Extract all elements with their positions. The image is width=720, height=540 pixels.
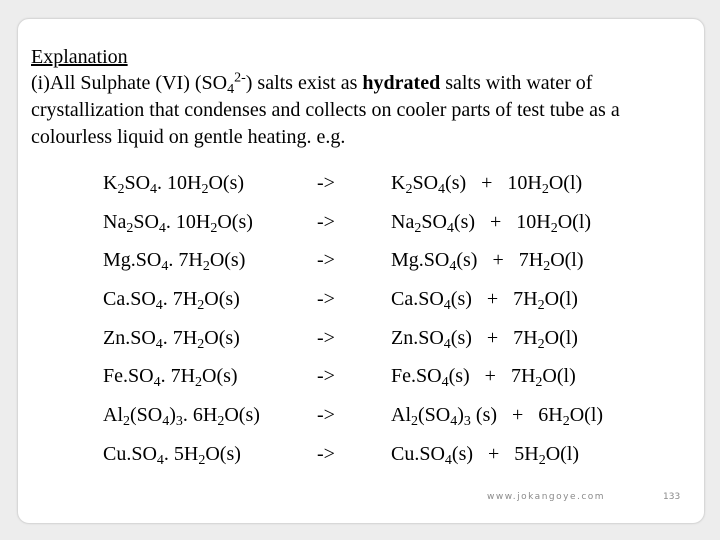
hydrated-salt-formula [103, 241, 317, 280]
products-formula [391, 396, 603, 435]
product-part: 2 [543, 259, 551, 275]
product-part: Ca.SO [391, 287, 444, 310]
products-formula [391, 241, 603, 280]
product-part: O(l) [548, 171, 583, 194]
equations-table [103, 164, 603, 474]
reaction-arrow: -> [317, 365, 335, 388]
page-number: 133 [663, 492, 681, 502]
hydrated-salt-part: 4 [155, 298, 163, 314]
product-part: 4 [438, 182, 446, 198]
hydrated-salt-part: O(s) [224, 403, 260, 426]
hydrated-salt-part: 4 [161, 259, 169, 275]
intro-superscript: 2- [234, 70, 246, 86]
hydrated-salt-part: 4 [150, 182, 158, 198]
hydrated-salt-part: 2 [197, 298, 205, 314]
hydrated-salt-part: . 7H [168, 249, 203, 272]
reaction-arrow: -> [317, 171, 335, 194]
equation-row [103, 241, 603, 280]
product-part: (s) + 5H [451, 442, 539, 465]
hydrated-salt-part: SO [133, 210, 159, 233]
hydrated-salt-part: Na [103, 210, 127, 233]
hydrated-salt-part: 4 [156, 452, 164, 468]
hydrated-salt-formula [103, 396, 317, 435]
product-part: 3 [463, 414, 471, 430]
product-part: 2 [535, 375, 543, 391]
product-part: 2 [411, 414, 418, 430]
product-part: O(l) [569, 403, 604, 426]
product-part: 2 [414, 220, 422, 236]
product-part: 2 [541, 182, 549, 198]
product-part: 2 [562, 414, 570, 430]
product-part: (SO [418, 403, 451, 426]
hydrated-salt-part: O(s) [208, 171, 245, 194]
hydrated-salt-part: 3 [175, 414, 183, 430]
product-part: Al [391, 403, 411, 426]
hydrated-salt-formula [103, 319, 317, 358]
product-part: ) [457, 403, 464, 426]
reaction-arrow: -> [317, 403, 335, 426]
product-part: (s) + 10H [445, 171, 542, 194]
product-part: O(l) [550, 249, 584, 272]
product-part: (s) + 7H [450, 287, 538, 310]
product-part: 4 [446, 220, 454, 236]
equation-row [103, 319, 603, 358]
hydrated-salt-part: O(s) [204, 326, 240, 349]
reaction-arrow: -> [317, 249, 335, 272]
reaction-arrow: -> [317, 287, 335, 310]
hydrated-salt-part: 4 [155, 336, 163, 352]
hydrated-salt-part: 2 [202, 259, 210, 275]
hydrated-salt-part: . 7H [162, 287, 198, 310]
equation-row [103, 396, 603, 435]
hydrated-salt-part: . 7H [162, 326, 198, 349]
hydrated-salt-part: O(s) [209, 249, 246, 272]
product-part: O(l) [544, 287, 578, 310]
intro-text-2: ) salts exist as [245, 72, 363, 94]
hydrated-salt-formula [103, 357, 317, 396]
hydrated-salt-part: K [103, 171, 118, 194]
products-formula [391, 357, 603, 396]
product-part: (s) + 10H [453, 210, 551, 233]
products-formula [391, 164, 603, 203]
hydrated-salt-part: Mg.SO [103, 249, 162, 272]
hydrated-salt-part: Zn.SO [103, 326, 156, 349]
product-part: SO [421, 210, 447, 233]
product-part: 4 [443, 336, 451, 352]
product-part: 4 [444, 452, 452, 468]
product-part: Mg.SO [391, 249, 450, 272]
product-part: 4 [449, 259, 457, 275]
equation-row [103, 280, 603, 319]
hydrated-salt-part: 2 [197, 336, 205, 352]
hydrated-salt-part: SO [124, 171, 151, 194]
product-part: (s) + 7H [450, 326, 538, 349]
hydrated-salt-part: O(s) [205, 442, 241, 465]
products-formula [391, 280, 603, 319]
hydrated-salt-part: . 10H [165, 210, 211, 233]
product-part: 4 [443, 298, 451, 314]
product-part: K [391, 171, 406, 194]
product-part: 2 [405, 182, 413, 198]
hydrated-salt-part: O(s) [204, 287, 240, 310]
hydrated-salt-part: . 10H [157, 171, 202, 194]
hydrated-salt-part: . 5H [163, 442, 199, 465]
hydrated-salt-part: 4 [162, 414, 170, 430]
hydrated-salt-part: Ca.SO [103, 287, 156, 310]
product-part: Na [391, 210, 415, 233]
hydrated-salt-part: O(s) [217, 210, 253, 233]
hydrated-salt-part: 4 [153, 375, 161, 391]
hydrated-salt-part: 2 [195, 375, 203, 391]
hydrated-salt-part: 2 [126, 220, 134, 236]
footer-url: www.jokangoye.com [487, 492, 606, 502]
hydrated-salt-part: ) [169, 403, 176, 426]
product-part: Cu.SO [391, 442, 445, 465]
reaction-arrow: -> [317, 326, 335, 349]
hydrated-salt-part: 2 [198, 452, 206, 468]
hydrated-salt-part: 2 [117, 182, 125, 198]
product-part: 4 [450, 414, 458, 430]
product-part: 2 [537, 298, 545, 314]
product-part: Zn.SO [391, 326, 444, 349]
product-part: SO [412, 171, 439, 194]
hydrated-salt-part: 2 [123, 414, 130, 430]
product-part: (s) + 7H [448, 365, 536, 388]
product-part: 2 [538, 452, 546, 468]
products-formula [391, 435, 603, 474]
hydrated-salt-formula [103, 203, 317, 242]
equation-row [103, 203, 603, 242]
hydrated-salt-part: Cu.SO [103, 442, 157, 465]
hydrated-salt-part: 2 [217, 414, 225, 430]
hydrated-salt-part: . 6H [182, 403, 218, 426]
intro-text-3: salts with water of crystallization that condenses and collects on cooler parts of test tube as a colourless liquid on gentle heating. e.g. [31, 72, 620, 148]
reaction-arrow: -> [317, 210, 335, 233]
products-formula [391, 203, 603, 242]
products-formula [391, 319, 603, 358]
equation-row [103, 435, 603, 474]
product-part: O(l) [544, 326, 578, 349]
product-part: (s) + 6H [470, 403, 563, 426]
hydrated-salt-part: . 7H [160, 365, 196, 388]
product-part: 2 [550, 220, 558, 236]
hydrated-salt-part: 2 [210, 220, 218, 236]
intro-text-1: (i)All Sulphate (VI) (SO [31, 72, 228, 94]
product-part: (s) + 7H [456, 249, 544, 272]
product-part: 2 [537, 336, 545, 352]
hydrated-salt-part: O(s) [202, 365, 238, 388]
hydrated-salt-part: Fe.SO [103, 365, 154, 388]
hydrated-salt-formula [103, 164, 317, 203]
product-part: O(l) [557, 210, 592, 233]
equation-row [103, 164, 603, 203]
product-part: 4 [441, 375, 449, 391]
hydrated-bold: hydrated [362, 72, 441, 94]
explanation-heading: Explanation [31, 46, 128, 68]
hydrated-salt-formula [103, 435, 317, 474]
intro-subscript: 4 [227, 82, 235, 98]
hydrated-salt-part: (SO [130, 403, 163, 426]
hydrated-salt-part: Al [103, 403, 123, 426]
product-part: O(l) [542, 365, 576, 388]
product-part: O(l) [545, 442, 580, 465]
reaction-arrow: -> [317, 442, 335, 465]
hydrated-salt-part: 4 [158, 220, 166, 236]
hydrated-salt-part: 2 [201, 182, 209, 198]
intro-paragraph [31, 70, 696, 151]
equation-row [103, 357, 603, 396]
hydrated-salt-formula [103, 280, 317, 319]
product-part: Fe.SO [391, 365, 442, 388]
